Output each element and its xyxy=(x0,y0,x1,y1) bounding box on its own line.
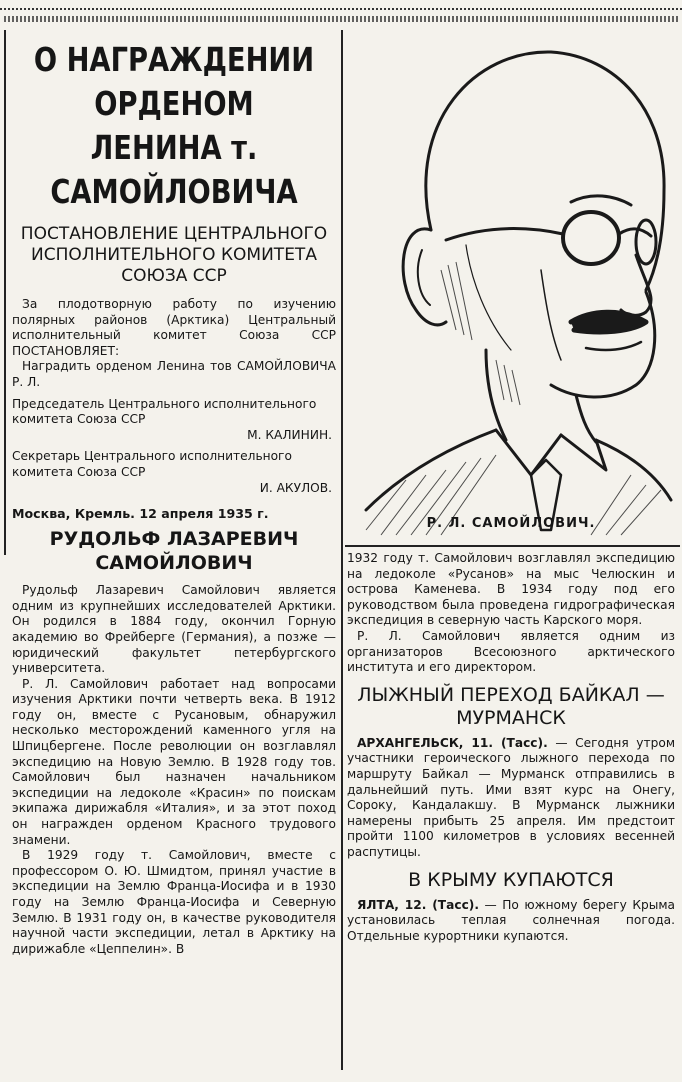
ski-dateline: АРХАНГЕЛЬСК, 11. (Тасс). xyxy=(357,735,548,750)
decree-order: Наградить орденом Ленина тов САМОЙЛОВИЧА Р. Л. xyxy=(12,359,336,389)
crimea-article xyxy=(347,898,675,945)
ski-title: ЛЫЖНЫЙ ПЕРЕХОД БАЙКАЛ — МУРМАНСК xyxy=(357,683,665,729)
headline: О НАГРАЖДЕНИИ ОРДЕНОМ ЛЕНИНА т. САМОЙЛОВИЧА xyxy=(33,40,315,211)
portrait-caption: Р. Л. САМОЙЛОВИЧ. xyxy=(426,516,596,531)
top-edge xyxy=(0,0,682,10)
decree-body xyxy=(12,297,336,391)
secretary-signature xyxy=(12,449,336,496)
left-column xyxy=(12,30,336,957)
secretary-title: Секретарь Центрального исполнительного комитета Союза ССР xyxy=(12,449,292,479)
crimea-dateline: ЯЛТА, 12. (Тасс). xyxy=(357,897,479,912)
bio-paragraph-1: Рудольф Лазаревич Самойлович является одним из крупнейших исследователей Арктики. Он родился в 1884 году, окончил Горную академию во Фрейберге (Германия), а позже — юридический факультет петербургского университета. xyxy=(12,583,336,676)
crimea-title: В КРЫМУ КУПАЮТСЯ xyxy=(408,868,614,891)
ski-text: — Сегодня утром участники героического лыжного перехода по маршруту Байкал — Мурманск отправились в дальнейший путь. Ими взят курс на Онегу, Сороку, Кандалакшу. В Мурманск лыжники намерены прибыть 25 апреля. Им предстоит пройти 1100 километров в условиях весенней распутицы. xyxy=(347,735,676,859)
bio-continued-2: Р. Л. Самойлович является одним из организаторов Всесоюзного арктического института и его директором. xyxy=(347,628,675,675)
bio-title: РУДОЛЬФ ЛАЗАРЕВИЧ САМОЙЛОВИЧ xyxy=(49,528,299,575)
bio-continued xyxy=(347,551,675,676)
decree-dateline: Москва, Кремль. 12 апреля 1935 г. xyxy=(12,506,269,522)
chairman-name: М. КАЛИНИН. xyxy=(247,427,332,442)
column-divider xyxy=(341,30,343,1070)
right-column xyxy=(347,545,675,944)
decree-text: За плодотворную работу по изучению полярных районов (Арктика) Центральный исполнительный комитет Союза ССР ПОСТАНОВЛЯЕТ: xyxy=(12,297,336,358)
left-border-rule xyxy=(4,30,6,555)
crimea-text: — По южному берегу Крыма установилась теплая солнечная погода. Отдельные курортники купаются. xyxy=(347,897,675,943)
bio-paragraph-2: Р. Л. Самойлович работает над вопросами изучения Арктики почти четверть века. В 1912 году он, вместе с Русановым, обнаружил несколько месторождений каменного угля на Шпицбергене. После революции он возглавлял экспедицию на Новую Землю. В 1928 году тов. Самойлович был назначен начальником экспедиции на ледоколе «Красин» по поискам экипажа дирижабля «Италия», и за этот поход он награжден орденом Красного трудового знамени. xyxy=(12,676,336,847)
bio-paragraph-3: В 1929 году т. Самойлович, вместе с профессором О. Ю. Шмидтом, принял участие в экспедиции на Землю Франца-Иосифа и в 1930 году на Землю Франца-Иосифа и Северную Землю. В 1931 году он, в качестве руководителя научной части экспедиции, летал в Арктику на дирижабле «Цеппелин». В xyxy=(12,848,336,956)
ski-article xyxy=(347,736,675,861)
header-rule xyxy=(4,16,678,22)
bio-continued-1: 1932 году т. Самойлович возглавлял экспедицию на ледоколе «Русанов» на мыс Челюскин и острова Каменева. В 1934 году под его руководством была проведена гидрографическая экспедиция в северную часть Карского моря. xyxy=(347,551,675,628)
chairman-title: Председатель Центрального исполнительного комитета Союза ССР xyxy=(12,396,317,427)
bio-body xyxy=(12,583,336,957)
chairman-signature xyxy=(12,397,336,444)
decree-title: ПОСТАНОВЛЕНИЕ ЦЕНТРАЛЬНОГО ИСПОЛНИТЕЛЬНОГО КОМИТЕТА СОЮЗА ССР xyxy=(20,224,328,286)
portrait-drawing xyxy=(346,30,676,542)
secretary-name: И. АКУЛОВ. xyxy=(259,480,332,495)
